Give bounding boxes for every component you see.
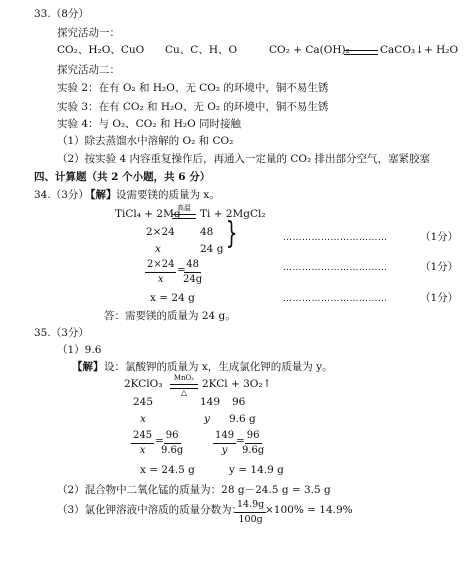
q33-experiment-2: 实验 2：在有 O₂ 和 H₂O、无 CO₂ 的环境中，铜不易生锈 <box>57 82 329 94</box>
q35-eq-heat: △ <box>180 388 188 397</box>
q33-note-1: （1）除去蒸馏水中溶解的 O₂ 和 CO₂ <box>57 135 234 147</box>
q35-eq-rhs: 2KCl + 3O₂↑ <box>202 378 272 390</box>
q34-leader-2: …………………………… <box>283 263 388 273</box>
q35-eq-lhs: 2KClO₃ <box>124 378 163 390</box>
q33-experiment-4: 实验 4：与 O₂、CO₂ 和 H₂O 同时接触 <box>57 118 242 130</box>
q35-setup: 设：氯酸钾的质量为 x，生成氯化钾的质量为 y。 <box>104 361 333 373</box>
q34-title: 34.（3分） <box>34 189 89 201</box>
q35-fc-den: y <box>221 445 228 456</box>
q35-part-3-suffix: ×100% = 14.9% <box>265 504 353 516</box>
q35-fd-num: 96 <box>245 430 262 444</box>
q35-mass-kclo3: 245 <box>133 396 154 408</box>
q34-eq-condition: 高温 <box>177 204 191 212</box>
q34-setup: 设需要镁的质量为 x。 <box>116 189 220 201</box>
q34-unknown-mg: x <box>155 243 161 255</box>
q35-fa-den: x <box>139 445 146 456</box>
q35-fb-den: 9.6g <box>161 445 184 456</box>
q35-unknown-kcl: y <box>204 413 210 425</box>
q33-experiment-3: 实验 3：在有 CO₂ 和 H₂O、无 O₂ 的环境中，铜不易生锈 <box>57 101 329 113</box>
q34-fraction-ti <box>183 259 202 286</box>
q34-points-1: （1分） <box>420 231 459 243</box>
q35-fd-den: 9.6g <box>242 445 265 456</box>
q35-p3-den: 100g <box>238 514 263 525</box>
q35-result-y: y = 14.9 g <box>229 464 284 476</box>
section4-heading: 四、计算题（共 2 个小题，共 6 分） <box>34 171 211 183</box>
q35-part-2: （2）混合物中二氧化锰的质量为：28 g－24.5 g = 3.5 g <box>57 484 331 496</box>
q35-part-3-prefix: （3）氯化钾溶液中溶质的质量分数为： <box>57 504 243 516</box>
q34-brace: } <box>225 216 238 251</box>
q33-reaction-lhs: CO₂ + Ca(OH)₂ <box>269 44 350 56</box>
q34-points-3: （1分） <box>420 292 459 304</box>
q34-result: x = 24 g <box>150 292 195 304</box>
q35-fraction-p3 <box>235 499 266 526</box>
q33-title: 33.（8分） <box>34 8 89 20</box>
q35-eq-catalyst: MnO₂ <box>173 374 195 382</box>
q35-fraction-b <box>161 430 183 457</box>
q33-activity2-label: 探究活动二： <box>57 64 120 76</box>
q34-leader-3: …………………………… <box>283 294 388 304</box>
q34-mass-mg: 2×24 <box>146 226 175 238</box>
q33-reaction-rhs: CaCO₃↓+ H₂O <box>380 44 459 56</box>
q35-title: 35.（3分） <box>34 327 89 339</box>
q34-eq-lhs: TiCl₄ + 2Mg <box>115 208 181 220</box>
q35-frac-equals-2: = <box>236 435 245 447</box>
q35-mass-kcl: 149 <box>200 396 221 408</box>
q35-unknown-kclo3: x <box>140 413 146 425</box>
q34-mass-ti: 48 <box>200 226 214 238</box>
q34-frac2-num: 48 <box>184 259 201 273</box>
q33-group-b: Cu、C、H、O <box>165 44 238 56</box>
q33-group-a: CO₂、H₂O、CuO <box>57 44 145 56</box>
q35-part-1: （1）9.6 <box>57 344 102 356</box>
q35-frac-equals-1: = <box>155 435 164 447</box>
q35-solve-tag: 【解】 <box>72 361 104 373</box>
q35-fraction-c <box>213 430 236 457</box>
q34-frac2-den: 24g <box>183 274 203 285</box>
q34-fraction-mg <box>145 259 176 286</box>
q35-fraction-d <box>242 430 264 457</box>
q35-fraction-a <box>131 430 154 457</box>
q35-mass-o2: 96 <box>232 396 246 408</box>
q35-fc-num: 149 <box>213 430 236 444</box>
q35-result-x: x = 24.5 g <box>140 464 195 476</box>
q34-eq-rhs: Ti + 2MgCl₂ <box>200 208 266 220</box>
q34-solve-tag: 【解】 <box>85 189 117 201</box>
q35-fb-num: 96 <box>164 430 181 444</box>
q33-note-2: （2）按实验 4 内容重复操作后，再通入一定量的 CO₂ 排出部分空气，塞紧胶塞 <box>57 153 431 165</box>
q34-leader-1: …………………………… <box>283 233 388 243</box>
q34-points-2: （1分） <box>420 261 459 273</box>
q33-activity1-label: 探究活动一： <box>57 27 120 39</box>
q34-frac1-num: 2×24 <box>145 259 176 273</box>
q34-given-ti: 24 g <box>200 243 224 255</box>
q34-frac-equals: = <box>177 264 186 276</box>
q34-answer: 答：需要镁的质量为 24 g。 <box>104 310 236 322</box>
q35-p3-num: 14.9g <box>235 499 266 513</box>
q35-fa-num: 245 <box>131 430 154 444</box>
q35-given-o2: 9.6 g <box>229 413 256 425</box>
q34-frac1-den: x <box>157 274 164 285</box>
